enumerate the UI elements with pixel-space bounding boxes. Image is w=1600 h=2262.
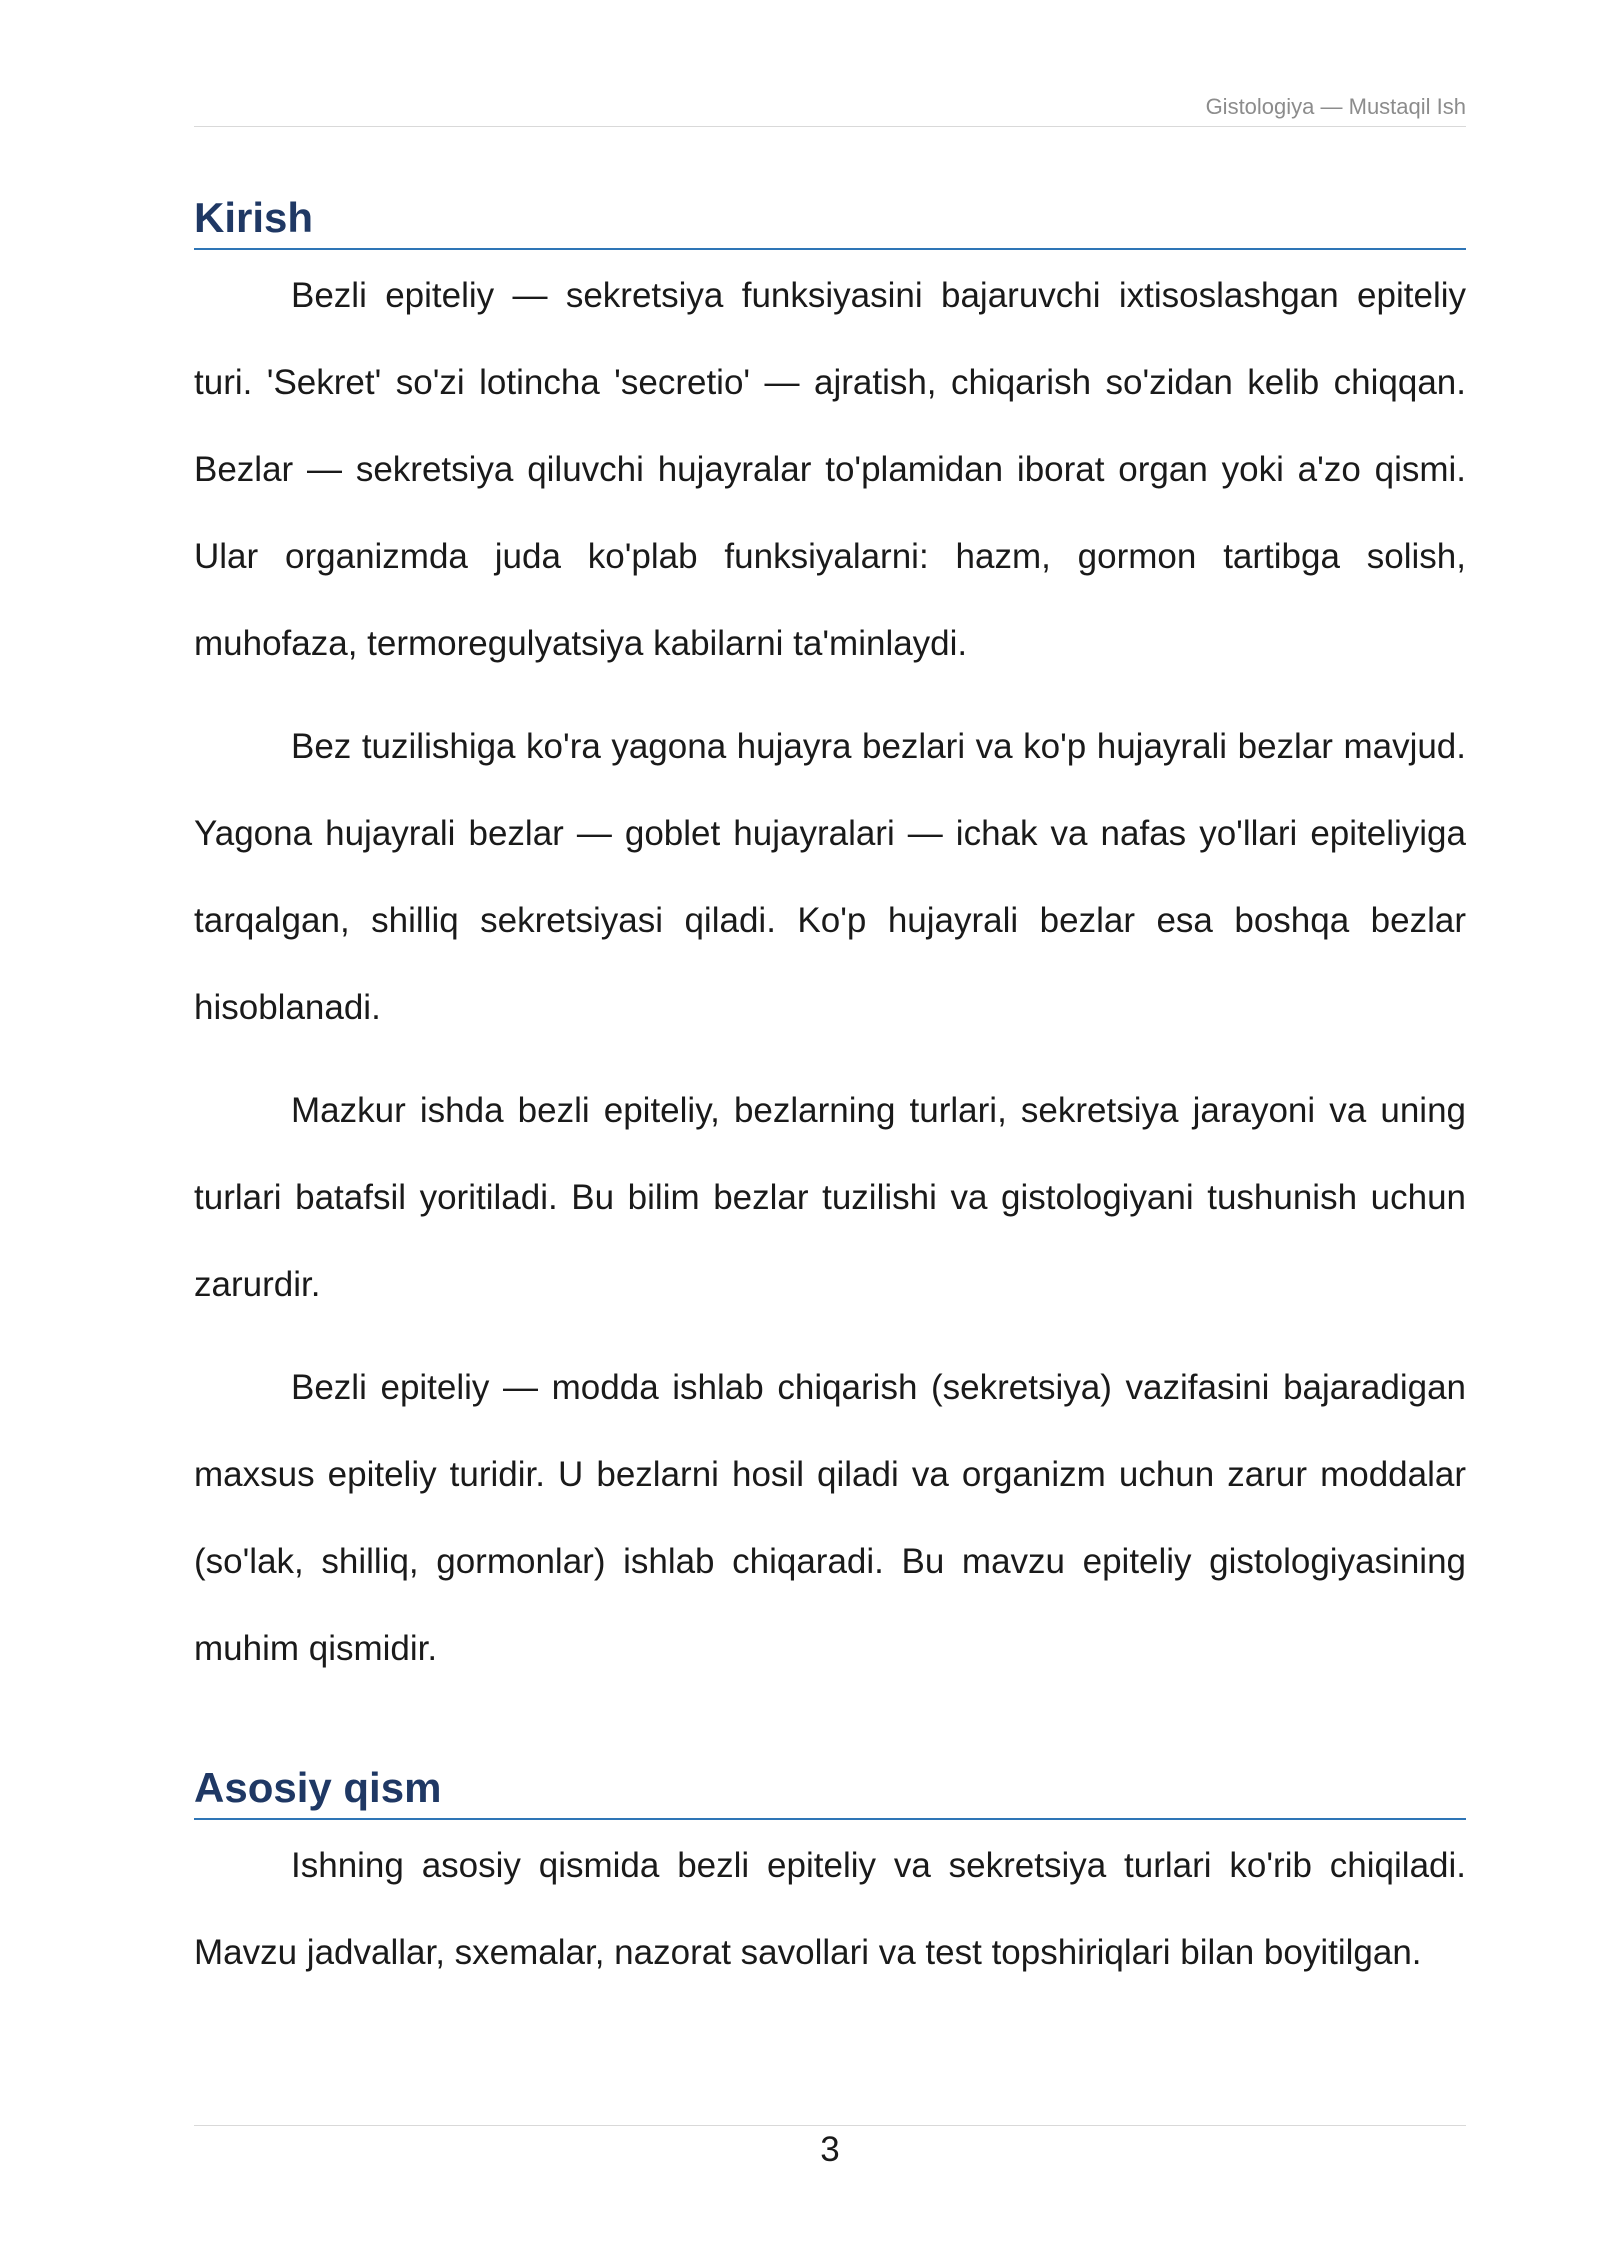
paragraph: Bezli epiteliy — modda ishlab chiqarish (sekretsiya) vazifasini bajaradigan maxsus epiteliy turidir. U bezlarni hosil qiladi va organizm uchun zarur moddalar (so'lak, shilliq, gormonlar) ishlab chiqaradi. Bu mavzu epiteliy gistologiyasining muhim qismidir. [194, 1368, 1466, 1668]
paragraph: Ishning asosiy qismida bezli epiteliy va sekretsiya turlari ko'rib chiqiladi. Mavzu jadvallar, sxemalar, nazorat savollari va test topshiriqlari bilan boyitilgan. [194, 1846, 1466, 1972]
section-heading-kirish: Kirish [194, 190, 1466, 250]
paragraph: Bezli epiteliy — sekretsiya funksiyasini bajaruvchi ixtisoslashgan epiteliy turi. 'Sekret' so'zi lotincha 'secretio' — ajratish, chiqarish so'zidan kelib chiqqan. Bezlar — sekretsiya qiluvchi hujayralar to'plamidan iborat organ yoki a'zo qismi. Ular organizmda juda ko'plab funksiyalarni: hazm, gormon tartibga solish, muhofaza, termoregulyatsiya kabilarni ta'minlaydi. [194, 276, 1466, 663]
header-divider [194, 126, 1466, 127]
footer-divider [194, 2125, 1466, 2126]
page-number: 3 [820, 2130, 840, 2169]
paragraph: Bez tuzilishiga ko'ra yagona hujayra bezlari va ko'p hujayrali bezlar mavjud. Yagona hujayrali bezlar — goblet hujayralari — ichak va nafas yo'llari epiteliyiga tarqalgan, shilliq sekretsiyasi qiladi. Ko'p hujayrali bezlar esa boshqa bezlar hisoblanadi. [194, 727, 1466, 1027]
running-header: Gistologiya — Mustaqil Ish [1205, 94, 1466, 119]
paragraph: Mazkur ishda bezli epiteliy, bezlarning turlari, sekretsiya jarayoni va uning turlari batafsil yoritiladi. Bu bilim bezlar tuzilishi va gistologiyani tushunish uchun zarurdir. [194, 1091, 1466, 1304]
page-content [194, 190, 1466, 1996]
section-heading-asosiy-qism: Asosiy qism [194, 1760, 1466, 1820]
